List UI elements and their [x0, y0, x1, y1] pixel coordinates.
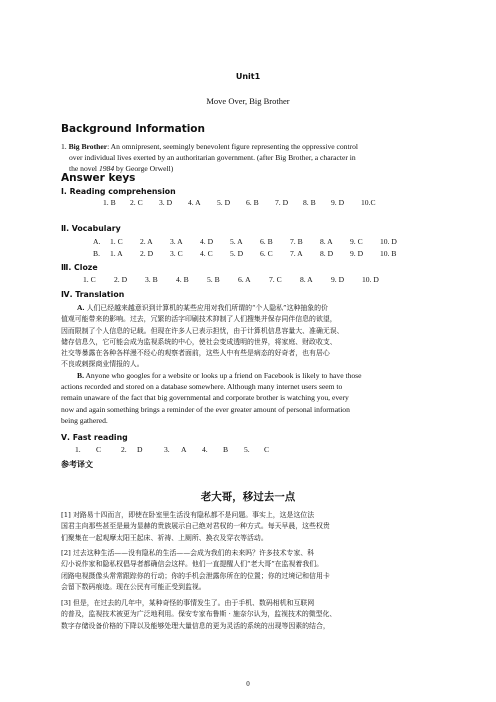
answer: 9. C [350, 237, 363, 246]
translation-b-line: actions recorded and stored on a database somewhere. Although many internet users seem to [61, 382, 343, 392]
answer: 10.C [361, 198, 376, 207]
answer: 5. B [207, 275, 220, 284]
cloze-label: Ⅲ. Cloze [61, 263, 98, 272]
term-big-brother: Big Brother [68, 142, 108, 151]
background-line-3: the novel 1984 by George Orwell) [69, 164, 174, 174]
answer: C [96, 445, 102, 454]
answer: 6. B [260, 237, 273, 246]
translation-b-line: being gathered. [61, 415, 108, 425]
cn-paragraph-2: [2] 过去这种生活——没有隐私的生活——会成为我们的未来吗？许多技术专家、科 幻小说作家和隐私权倡导者都确信会这样。他们一直提醒人们“老大哥”在监视着我们。 闭路电视摄像头常常跟踪你的行动；你的手机会泄露你所在的位置；你的过境记和信用卡 会留下数码痕迹。现在公民有可能正受到监视。 [61, 549, 330, 591]
translation-a [61, 302, 437, 371]
answer: 3. A [170, 237, 183, 246]
lesson-subtitle: Move Over, Big Brother [206, 96, 290, 106]
chinese-title: 老大哥，移过去一点 [200, 491, 296, 503]
answer: 4. D [200, 237, 214, 246]
answer: 7. C [269, 275, 282, 284]
translation-a-line: 不良或刺探商业情报的人。 [61, 360, 144, 369]
answer: 8. D [320, 249, 334, 258]
answer: 6. B [246, 198, 259, 207]
translation-a-line: A. 人们已经越来越意识到计算机的某些应用对我们所谓的“个人隐私”这种抽象的价 [77, 303, 328, 312]
answer: 4. B [176, 275, 189, 284]
answer: 9. D [350, 249, 364, 258]
answer: 8. A [320, 237, 333, 246]
answer: 6. C [260, 249, 273, 258]
background-item [61, 141, 439, 175]
answer: 7. D [275, 198, 289, 207]
answer: 8. A [300, 275, 313, 284]
unit-title: Unit1 [235, 72, 261, 81]
translation-a-line: 储存信息久，它可能会成为监视系统的中心，使社会变成透明的世界，将家庭、财政收支、 [61, 337, 337, 346]
answer: 4. C [200, 249, 213, 258]
answer: 5. A [230, 237, 243, 246]
translation-a-line: 值观可能带来的影响。过去，冗繁的活字印刷技术抑制了人们搜集并保存同伴信息的欲望， [61, 315, 337, 324]
answer: 7. A [290, 249, 303, 258]
background-line-1: 1. Big Brother: An omnipresent, seemingly benevolent figure representing the oppressive control [61, 142, 359, 151]
answer: B [223, 445, 229, 454]
answer: 9. D [331, 275, 345, 284]
answer: 5. D [230, 249, 244, 258]
reading-comprehension-label: Ⅰ. Reading comprehension [61, 187, 176, 196]
translation-label: Ⅳ. Translation [61, 290, 125, 299]
vocabulary-label: Ⅱ. Vocabulary [61, 224, 121, 233]
answer: 2. D [114, 275, 128, 284]
background-heading: Background Information [61, 123, 206, 135]
page-number: 0 [246, 680, 250, 688]
answer: 1. C [110, 237, 123, 246]
answer: 9. D [331, 198, 345, 207]
answer: 3. D [159, 198, 173, 207]
translation-b-line: remain unaware of the fact that big governmental and corporate brother is watching you, every [61, 393, 349, 403]
answer: C [264, 445, 270, 454]
reference-translation-label: 参考译文 [61, 460, 93, 469]
answer: D [137, 445, 143, 454]
answer: 2. C [130, 198, 143, 207]
answer-keys-heading: Answer keys [61, 172, 136, 184]
document-page: Unit1 Move Over, Big Brother Background Information 1. Big Brother: An omnipresent, seemingly benevolent figure representing the oppressive control over individual lives exerted by an authoritarian government. (after Big Brother, a character in the novel 1984 by George Orwell) Answer keys Ⅰ. Reading comprehension 1. B 2. C 3. D 4. A 5. D 6. B 7. D 8. B 9. D 10.C Ⅱ. Vocabulary A. 1. C 2. A 3. A 4. D 5. A 6. B 7. B 8. A 9. C 10. D B. 1. A 2. D 3. C 4. C 5. D 6. C 7. A 8. D 9. D 10. B Ⅲ. Cloze 1. C 2. D 3. B 4. B 5. B 6. A 7. C 8. A 9. D 10. D Ⅳ. Translation A. 人们已经越来越意识到计算机的某些应用对我们所谓的“个人隐私”这种抽象的价 值观可能带来的影响。过去，冗繁的活字印刷技术抑制了人们搜集并保存同伴信息的欲望， 因而限制了个人信息的记载。但现在许多人已表示担忧，由于计算机信息容量大、准确无误、 储存信息久，它可能会成为监视系统的中心，使社会变成透明的世界，将家庭、财政收支、 社交等暴露在各种各样漫不经心的观察者面前，这些人中有些是病态的好奇者，也有居心 不良或刺探商业情报的人。 B. Anyone who googles for a website or looks up a friend on Facebook is likely to have those actions recorded and stored on a database somewhere. Although many internet users seem to remain unaware of the fact that big governmental and corporate brother is watching you, every now and again something brings a reminder of the ever greater amount of personal information being gathered. Ⅴ. Fast reading 1. C 2. D 3. A 4. B 5. C 参考译文 老大哥，移过去一点 [1] 对路易十四而言，即使在卧室里生活没有隐私都不是问题。事实上，这是这位法 国君主向那些甚至是最为显赫的贵族展示自己绝对君权的一种方式。每天早晨，这些权贵 们聚集在一起观摩太阳王起床、祈祷、上厕所、换衣及穿衣等活动。 [2] 过去这种生活——没有隐私的生活——会成为我们的未来吗？许多技术专家、科 幻小说作家和隐私权倡导者都确信会这样。他们一直提醒人们“老大哥”在监视着我们。 闭路电视摄像头常常跟踪你的行动；你的手机会泄露你所在的位置；你的过境记和信用卡 会留下数码痕迹。现在公民有可能正受到监视。 [3] 但是，在过去的几年中，某种奇怪的事情发生了。由于手机、数码相机和互联网 的普及，监视技术被更为广泛地利用。保安专家布鲁斯 · 施奈尔认为，监视技术的微型化、 数字存储设备价格的下降以及能够处理大量信息的更为灵活的系统的出现等因素的结合， 0 [0, 0, 496, 702]
fast-reading-label: Ⅴ. Fast reading [61, 433, 128, 442]
answer: 1. A [110, 249, 123, 258]
translation-a-line: 社交等暴露在各种各样漫不经心的观察者面前，这些人中有些是病态的好奇者，也有居心 [61, 349, 330, 358]
answer: 10. B [380, 249, 397, 258]
answer: 3. C [170, 249, 183, 258]
background-line-2: over individual lives exerted by an authoritarian government. (after Big Brother, a character in [69, 153, 356, 163]
translation-b [61, 370, 439, 426]
translation-a-line: 因而限制了个人信息的记载。但现在许多人已表示担忧，由于计算机信息容量大、准确无误、 [61, 326, 344, 335]
answer: 7. B [290, 237, 303, 246]
answer: 2. A [140, 237, 153, 246]
answer: 3. B [145, 275, 158, 284]
answer: 1. C [83, 275, 96, 284]
translation-b-line: now and again something brings a reminder of the ever greater amount of personal information [61, 404, 350, 414]
answer: 8. B [303, 198, 316, 207]
answer: 10. D [362, 275, 379, 284]
answer: 5. D [217, 198, 231, 207]
answer: 1. B [103, 198, 116, 207]
answer: 6. A [238, 275, 251, 284]
cn-paragraph-1: [1] 对路易十四而言，即使在卧室里生活没有隐私都不是问题。事实上，这是这位法 国君主向那些甚至是最为显赫的贵族展示自己绝对君权的一种方式。每天早晨，这些权贵 们聚集在一起观摩太阳王起床、祈祷、上厕所、换衣及穿衣等活动。 [61, 511, 330, 542]
translation-b-line: B. Anyone who googles for a website or looks up a friend on Facebook is likely to have those [77, 371, 362, 380]
cn-paragraph-3: [3] 但是，在过去的几年中，某种奇怪的事情发生了。由于手机、数码相机和互联网 的普及，监视技术被更为广泛地利用。保安专家布鲁斯 · 施奈尔认为，监视技术的微型化、 数字存储设备价格的下降以及能够处理大量信息的更为灵活的系统的出现等因素的结合， [61, 599, 337, 630]
answer: 2. D [140, 249, 154, 258]
answer: A [181, 445, 187, 454]
answer: 4. A [188, 198, 201, 207]
answer: 10. D [380, 237, 397, 246]
